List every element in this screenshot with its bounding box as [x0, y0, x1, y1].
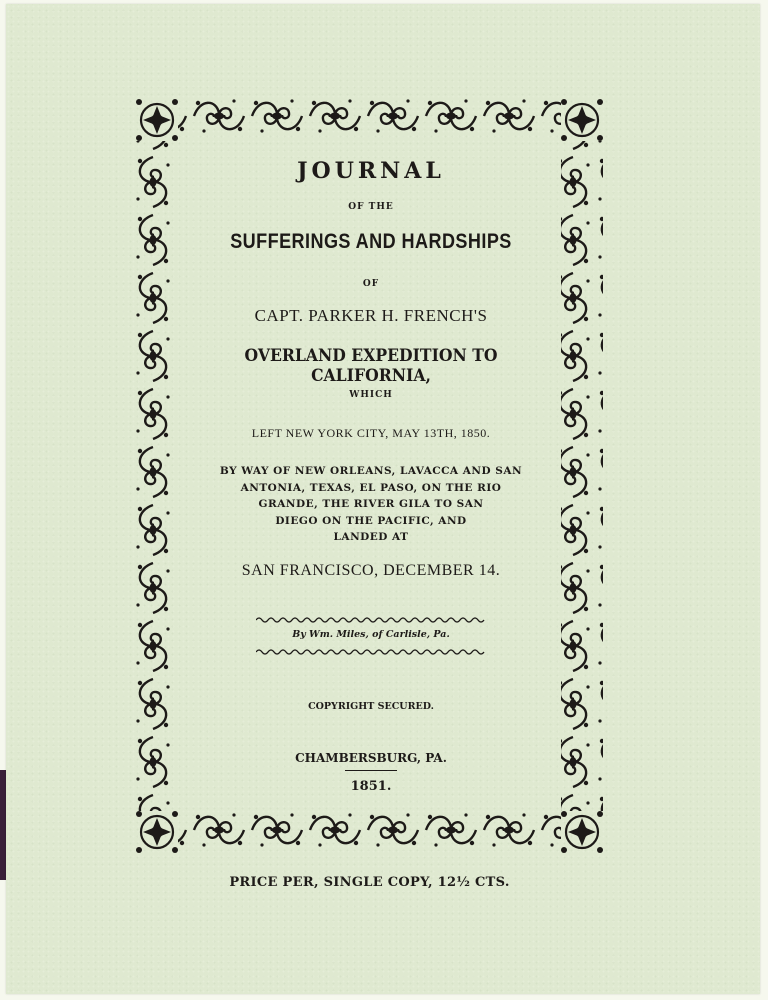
expedition-title: OVERLAND EXPEDITION TO CALIFORNIA, [244, 346, 498, 386]
copyright-notice: COPYRIGHT SECURED. [308, 701, 434, 712]
connector-which: WHICH [349, 390, 393, 400]
route-line: LANDED AT [333, 531, 409, 543]
captain-name: CAPT. PARKER H. FRENCH'S [254, 306, 488, 325]
route-description [190, 463, 552, 546]
route-line: ANTONIA, TEXAS, EL PASO, ON THE RIO [240, 481, 502, 494]
price-line: PRICE PER, SINGLE COPY, 12½ CTS. [229, 875, 510, 890]
title-sufferings: SUFFERINGS AND HARDSHIPS [230, 230, 512, 253]
departure-line: LEFT NEW YORK CITY, MAY 13TH, 1850. [251, 426, 491, 440]
connector-of-the: OF THE [348, 202, 394, 212]
wavy-rule-bottom [256, 648, 486, 656]
route-line: DIEGO ON THE PACIFIC, AND [275, 514, 467, 527]
short-rule [345, 770, 397, 771]
connector-of: OF [362, 279, 380, 289]
publication-place: CHAMBERSBURG, PA. [295, 751, 447, 765]
publication-year: 1851. [350, 779, 392, 794]
author-line: By Wm. Miles, of Carlisle, Pa. [292, 629, 450, 640]
arrival-line: SAN FRANCISCO, DECEMBER 14. [241, 562, 501, 579]
wavy-rule-top [256, 616, 486, 624]
title-journal: JOURNAL [297, 158, 445, 184]
route-line: BY WAY OF NEW ORLEANS, LAVACCA AND SAN [219, 465, 523, 477]
route-line: GRANDE, THE RIVER GILA TO SAN [258, 498, 484, 510]
